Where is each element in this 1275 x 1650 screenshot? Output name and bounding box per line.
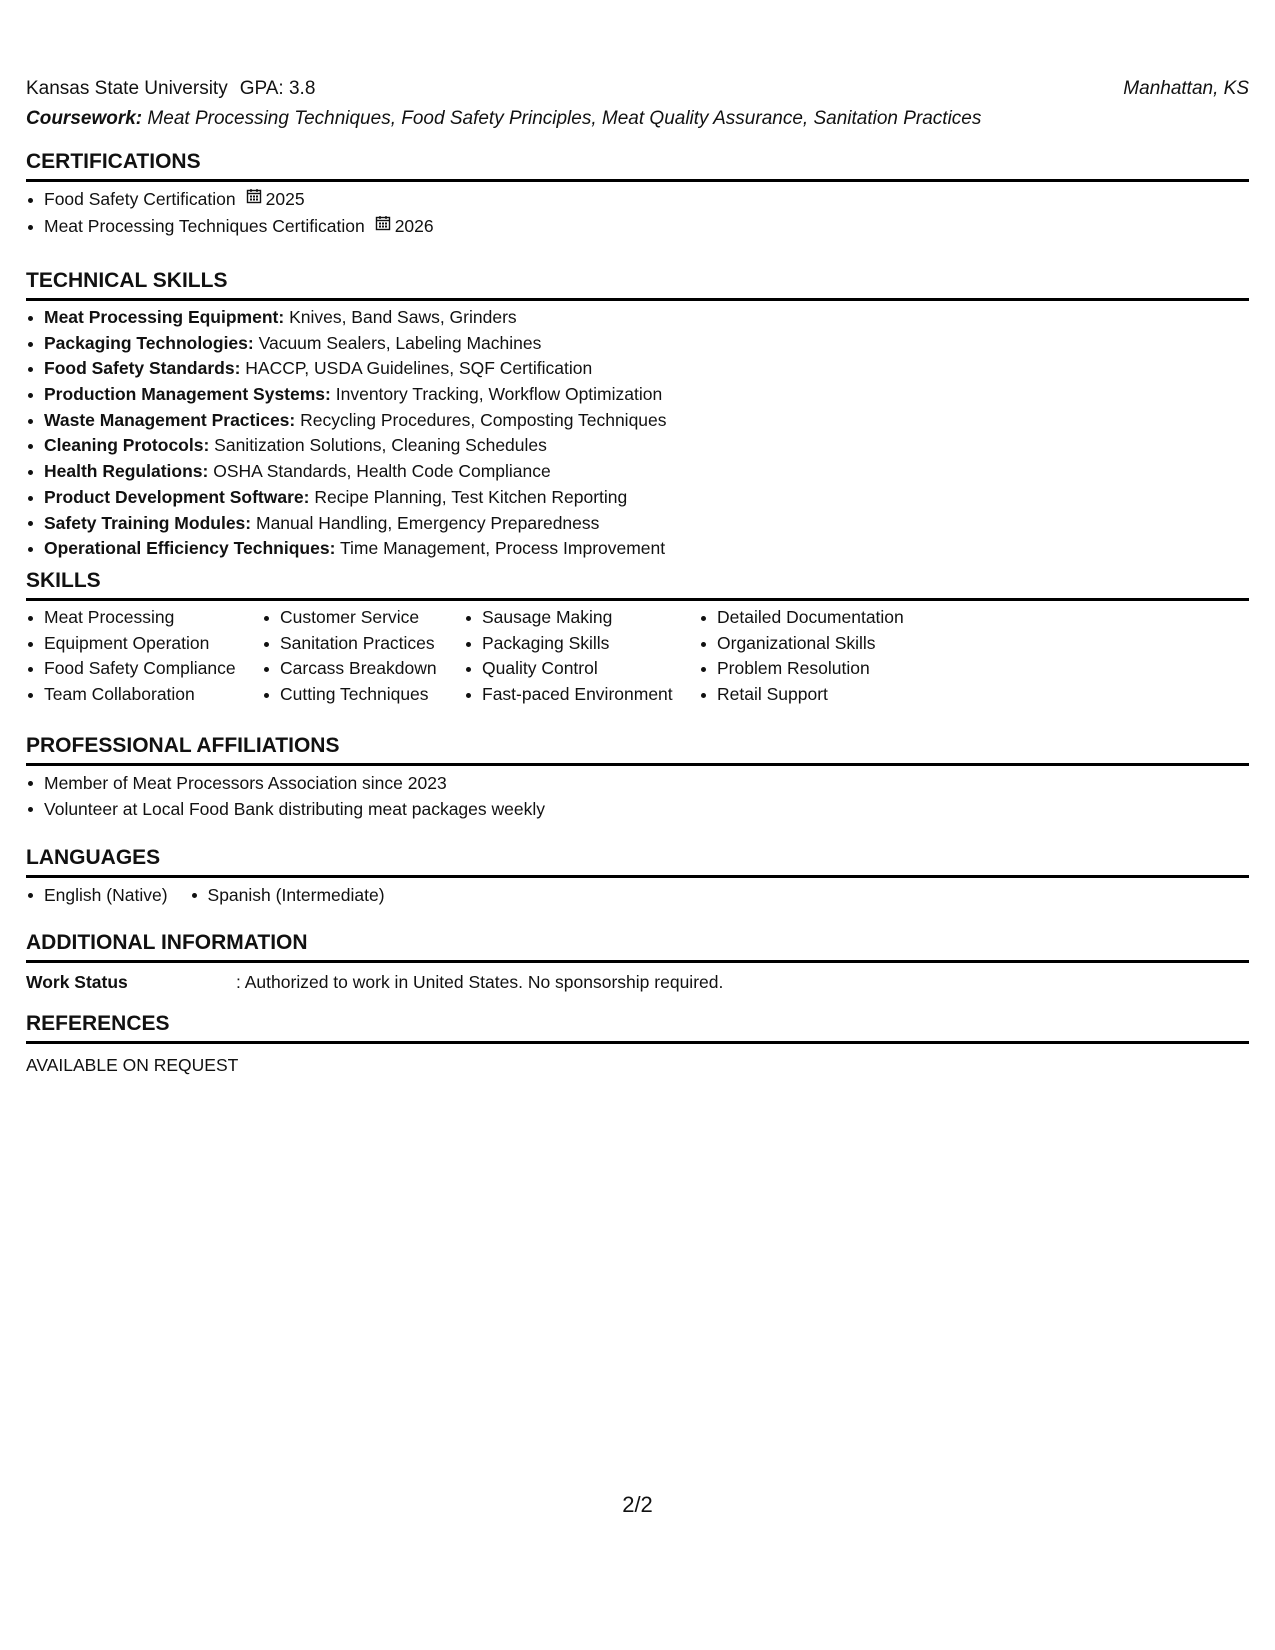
coursework-list: Meat Processing Techniques, Food Safety Principles, Meat Quality Assurance, Sanitation Practices <box>147 108 982 129</box>
list-item: Fast-paced Environment <box>464 682 699 708</box>
section-heading: LANGUAGES <box>26 846 161 869</box>
work-status-value: : Authorized to work in United States. No sponsorship required. <box>236 972 724 992</box>
section-heading: TECHNICAL SKILLS <box>26 269 228 292</box>
list-item: Team Collaboration <box>26 682 262 708</box>
skills-grid <box>26 605 1249 708</box>
references-text: AVAILABLE ON REQUEST <box>26 1055 239 1075</box>
list-item: Customer Service <box>262 605 464 631</box>
list-item: Production Management Systems: Inventory Tracking, Workflow Optimization <box>26 382 1249 408</box>
coursework-label: Coursework: <box>26 108 143 129</box>
section-divider <box>26 960 1249 963</box>
section-heading: SKILLS <box>26 569 101 592</box>
calendar-icon <box>246 185 262 212</box>
skills-column <box>26 605 262 708</box>
list-item: Food Safety Compliance <box>26 656 262 682</box>
languages-section <box>26 845 1249 908</box>
section-divider <box>26 179 1249 182</box>
list-item: Waste Management Practices: Recycling Procedures, Composting Techniques <box>26 408 1249 434</box>
list-item: Meat Processing Techniques Certification 2026 <box>26 213 1249 240</box>
coursework <box>26 108 1249 130</box>
list-item: Sanitation Practices <box>262 631 464 657</box>
list-item: Safety Training Modules: Manual Handling, Emergency Preparedness <box>26 511 1249 537</box>
references-section <box>26 1011 1249 1078</box>
skills-column <box>464 605 699 708</box>
list-item: Sausage Making <box>464 605 699 631</box>
list-item: Member of Meat Processors Association since 2023 <box>26 770 1249 796</box>
certifications-list <box>26 186 1249 240</box>
page-number: 2/2 <box>622 1492 653 1517</box>
list-item: Problem Resolution <box>699 656 959 682</box>
school-name: Kansas State University <box>26 78 228 99</box>
list-item: Retail Support <box>699 682 959 708</box>
list-item: Product Development Software: Recipe Planning, Test Kitchen Reporting <box>26 485 1249 511</box>
languages-row <box>26 882 1249 908</box>
list-item: Meat Processing <box>26 605 262 631</box>
list-item: Detailed Documentation <box>699 605 959 631</box>
list-item: Volunteer at Local Food Bank distributing meat packages weekly <box>26 796 1249 822</box>
list-item: Organizational Skills <box>699 631 959 657</box>
additional-info-section <box>26 930 1249 995</box>
certifications-section <box>26 149 1249 240</box>
list-item: Health Regulations: OSHA Standards, Health Code Compliance <box>26 459 1249 485</box>
list-item: Carcass Breakdown <box>262 656 464 682</box>
skills-column <box>262 605 464 708</box>
list-item: Food Safety Certification 2025 <box>26 186 1249 213</box>
gpa: GPA: 3.8 <box>239 78 316 99</box>
section-divider <box>26 1041 1249 1044</box>
list-item: Spanish (Intermediate) <box>190 882 385 908</box>
list-item: Cleaning Protocols: Sanitization Solutions, Cleaning Schedules <box>26 433 1249 459</box>
list-item: English (Native) <box>26 882 168 908</box>
calendar-icon <box>375 212 391 239</box>
list-item: Meat Processing Equipment: Knives, Band Saws, Grinders <box>26 305 1249 331</box>
section-divider <box>26 875 1249 878</box>
list-item: Equipment Operation <box>26 631 262 657</box>
list-item: Operational Efficiency Techniques: Time Management, Process Improvement <box>26 536 1249 562</box>
education-row <box>26 78 1249 104</box>
work-status-label: Work Status <box>26 972 128 992</box>
technical-skills-section <box>26 268 1249 562</box>
section-divider <box>26 298 1249 301</box>
school-location: Manhattan, KS <box>1123 78 1249 99</box>
section-divider <box>26 598 1249 601</box>
affiliations-list <box>26 770 1249 822</box>
skills-section <box>26 568 1249 708</box>
list-item: Food Safety Standards: HACCP, USDA Guidelines, SQF Certification <box>26 356 1249 382</box>
list-item: Packaging Skills <box>464 631 699 657</box>
affiliations-section <box>26 733 1249 822</box>
skills-column <box>699 605 959 708</box>
list-item: Packaging Technologies: Vacuum Sealers, Labeling Machines <box>26 331 1249 357</box>
technical-skills-list <box>26 305 1249 562</box>
section-heading: CERTIFICATIONS <box>26 150 201 173</box>
section-heading: REFERENCES <box>26 1012 170 1035</box>
list-item: Quality Control <box>464 656 699 682</box>
work-status-row <box>26 969 1249 995</box>
list-item: Cutting Techniques <box>262 682 464 708</box>
section-heading: ADDITIONAL INFORMATION <box>26 931 308 954</box>
section-heading: PROFESSIONAL AFFILIATIONS <box>26 734 340 757</box>
section-divider <box>26 763 1249 766</box>
